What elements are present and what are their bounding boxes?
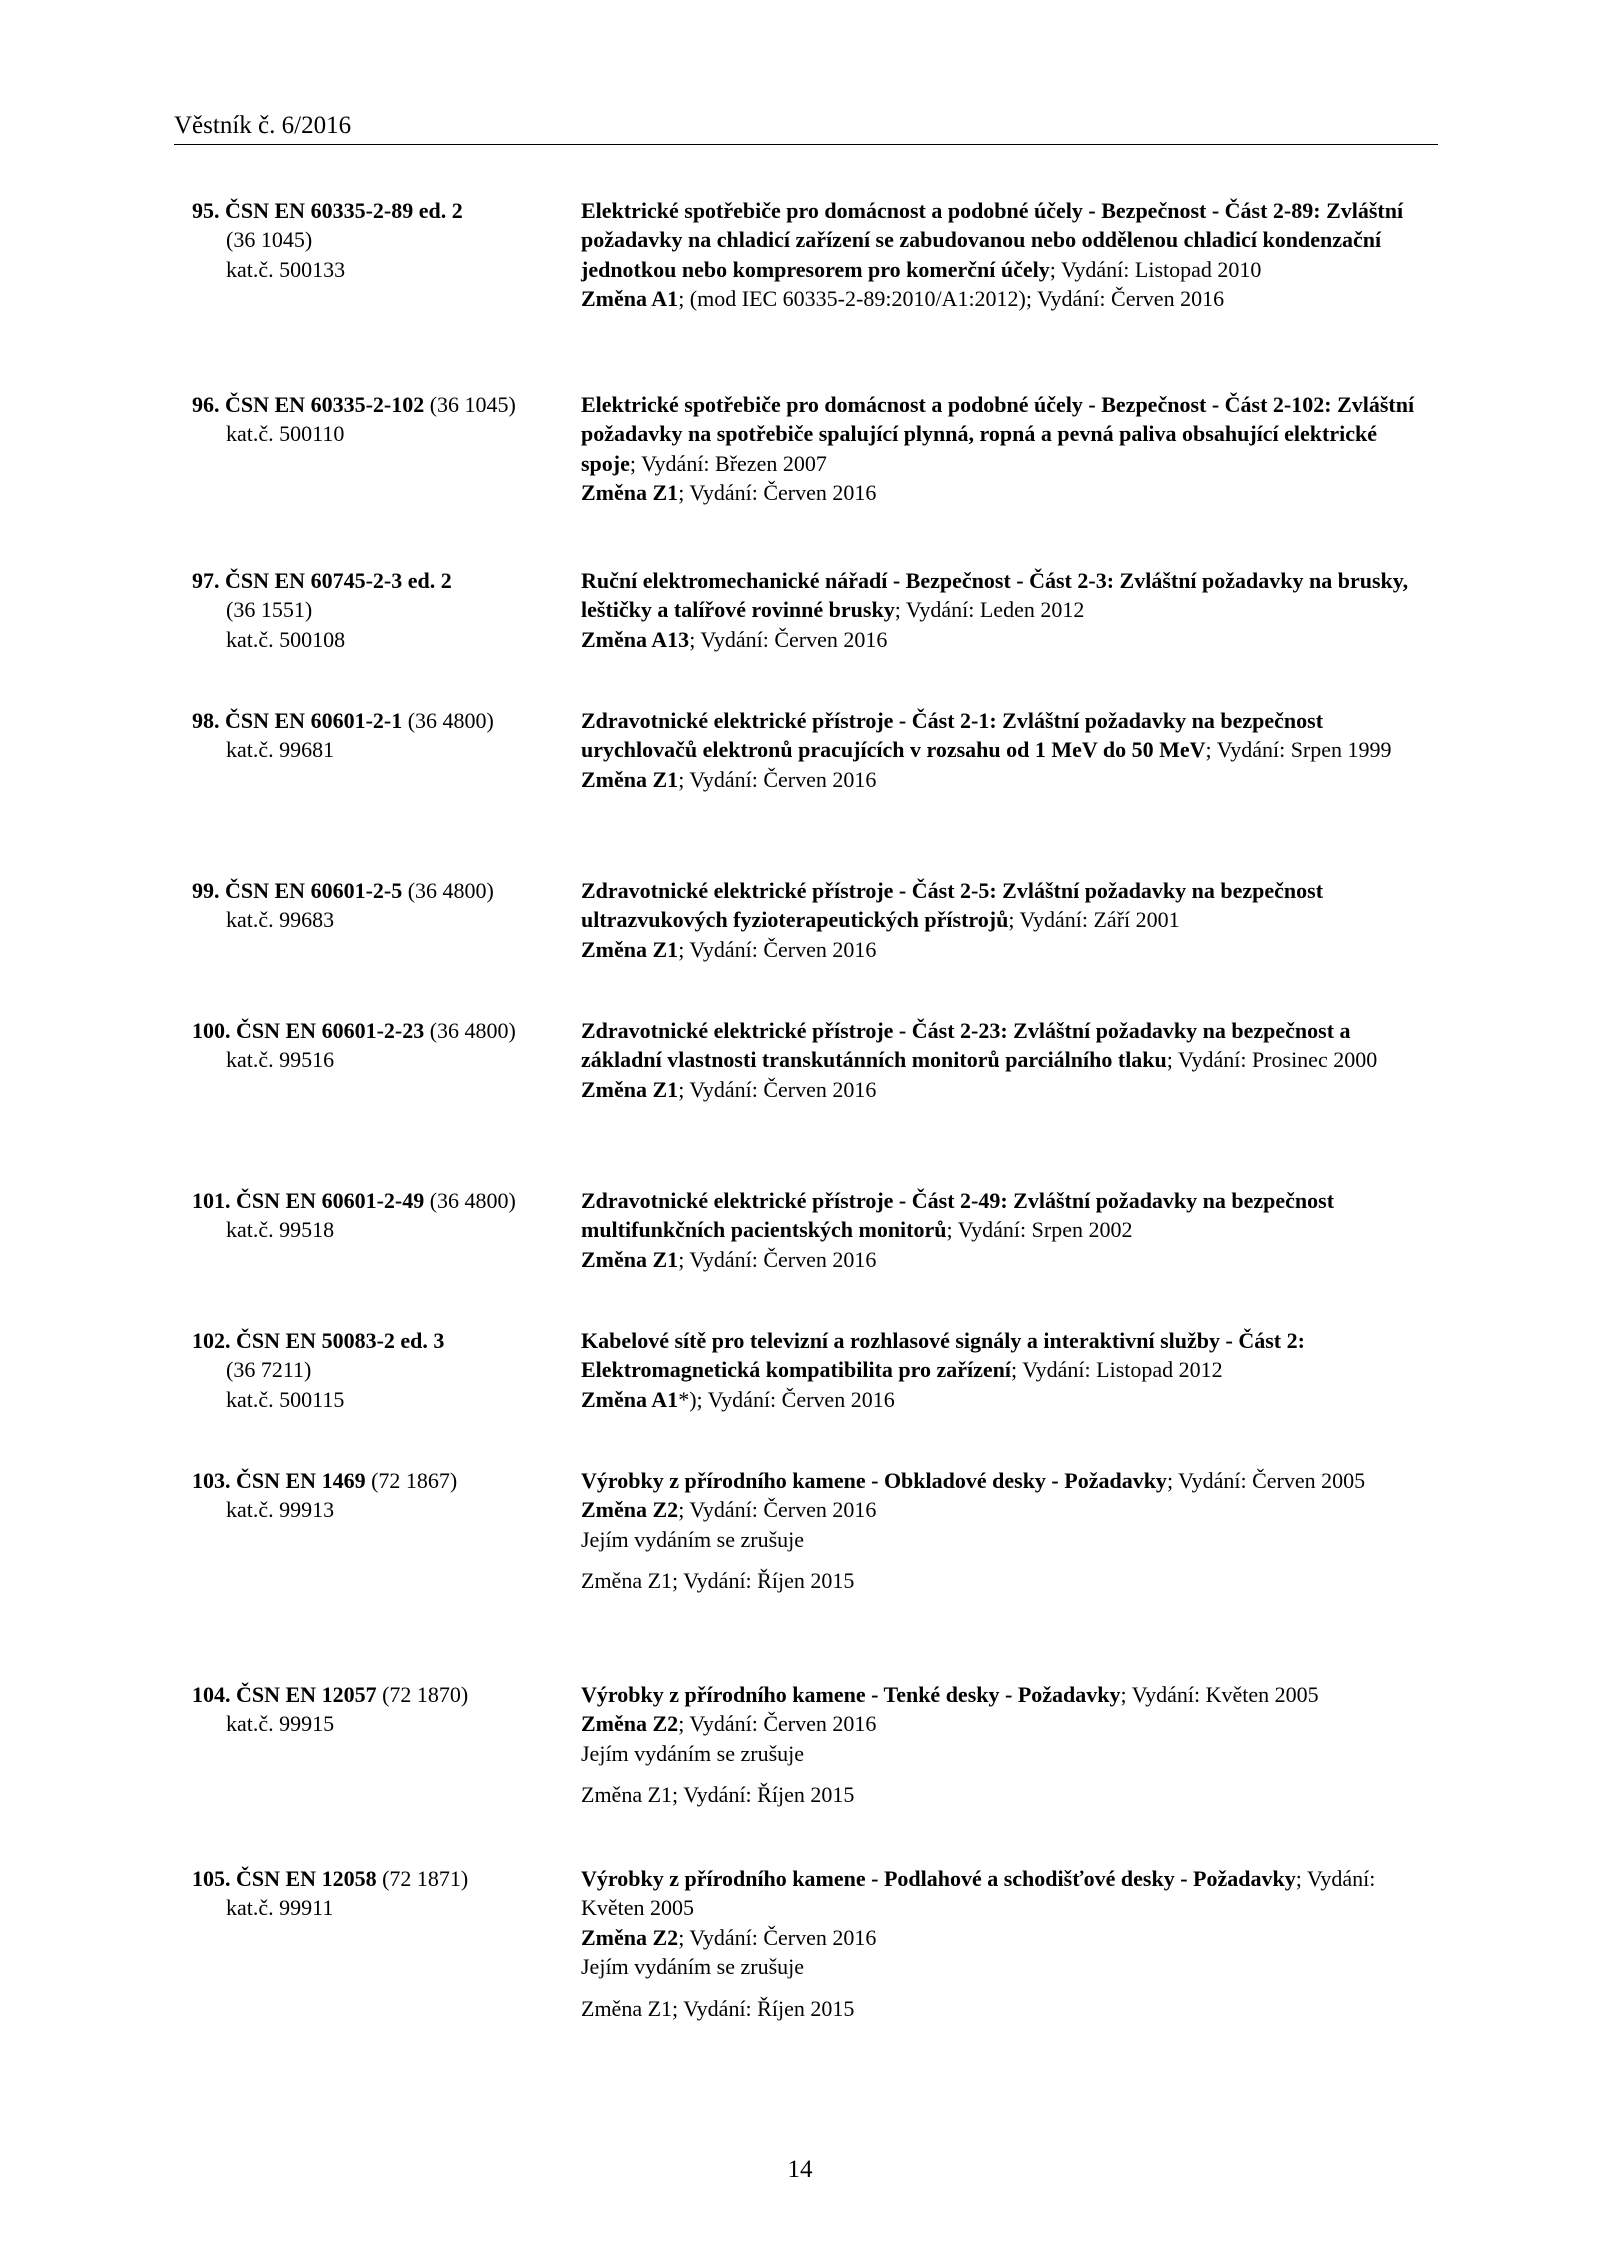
standard-code: ČSN EN 60601-2-1 [225,708,403,733]
standard-description [581,1326,1421,1414]
entry-number: 102. [192,1328,231,1353]
cancellation-note: Jejím vydáním se zrušuje [581,1526,805,1552]
standard-title: Zdravotnické elektrické přístroje - Část 2-1: Zvláštní požadavky na bezpečnost urychlovačů elektronů pracujících v rozsahu od 1 MeV do 50 MeV [581,708,1324,763]
standard-description [581,196,1421,314]
change-info: ; Vydání: Červen 2016 [678,480,877,506]
standard-description [581,876,1421,964]
standard-title: Výrobky z přírodního kamene - Tenké desky - Požadavky [581,1682,1121,1707]
issue-date: ; Vydání: Listopad 2012 [1011,1357,1223,1383]
change-info: ; Vydání: Červen 2016 [678,766,877,792]
standard-code: ČSN EN 60601-2-5 [225,878,403,903]
standard-code: ČSN EN 12057 [236,1682,377,1707]
change-label: Změna Z1 [581,936,679,962]
change-info: ; Vydání: Červen 2016 [678,1924,877,1950]
classification-number: (36 4800) [424,1018,516,1043]
issue-date: ; Vydání: Březen 2007 [629,450,827,476]
standard-code: ČSN EN 12058 [236,1866,377,1891]
standard-reference [192,196,572,284]
change-info: ; Vydání: Červen 2016 [678,1246,877,1272]
standard-reference [192,390,572,449]
entry-number: 103. [192,1468,231,1493]
change-info: *); Vydání: Červen 2016 [678,1386,895,1412]
change-label: Změna Z1 [581,766,679,792]
standard-reference [192,1186,572,1245]
standard-title: Výrobky z přírodního kamene - Obkladové desky - Požadavky [581,1468,1167,1493]
entry-number: 97. [192,568,220,593]
issue-date: ; Vydání: Leden 2012 [894,597,1085,623]
entry-number: 101. [192,1188,231,1213]
catalog-number: kat.č. 500115 [226,1386,345,1412]
catalog-number: kat.č. 99915 [226,1711,335,1737]
standard-title: Elektrické spotřebiče pro domácnost a podobné účely - Bezpečnost - Část 2-89: Zvláštní požadavky na chladicí zařízení se zabudovanou nebo oddělenou chladicí kondenzační jednotkou nebo kompresorem pro komerční účely [581,198,1404,282]
catalog-number: kat.č. 99913 [226,1497,335,1523]
issue-date: ; Vydání: Srpen 2002 [946,1217,1133,1243]
cancelled-change: Změna Z1; Vydání: Říjen 2015 [581,1782,855,1808]
classification-number: (36 4800) [424,1188,516,1213]
standard-code: ČSN EN 60335-2-89 ed. 2 [225,198,463,223]
classification-number: (36 4800) [402,878,494,903]
issue-date: ; Vydání: Srpen 1999 [1205,737,1392,763]
standard-code: ČSN EN 60745-2-3 ed. 2 [225,568,452,593]
catalog-number: kat.č. 99681 [226,737,335,763]
bulletin-title: Věstník č. 6/2016 [174,112,352,139]
issue-date: ; Vydání: Září 2001 [1008,907,1180,933]
standard-reference [192,706,572,765]
standard-reference [192,1326,572,1414]
change-label: Změna Z2 [581,1924,679,1950]
change-label: Změna Z1 [581,1076,679,1102]
standard-title: Výrobky z přírodního kamene - Podlahové a schodišťové desky - Požadavky [581,1866,1296,1891]
change-label: Změna Z2 [581,1711,679,1737]
entry-number: 96. [192,392,220,417]
entry-number: 100. [192,1018,231,1043]
standard-title: Zdravotnické elektrické přístroje - Část 2-5: Zvláštní požadavky na bezpečnost ultrazvukových fyzioterapeutických přístrojů [581,878,1324,933]
change-label: Změna A1 [581,1386,679,1412]
cancellation-note: Jejím vydáním se zrušuje [581,1954,805,1980]
standard-description [581,390,1421,508]
entry-number: 98. [192,708,220,733]
catalog-number: kat.č. 99911 [226,1895,334,1921]
page-footer [0,2156,1600,2184]
standard-description [581,1016,1421,1104]
standard-title: Zdravotnické elektrické přístroje - Část 2-23: Zvláštní požadavky na bezpečnost a základní vlastnosti transkutánních monitorů parciálního tlaku [581,1018,1351,1073]
standard-title: Kabelové sítě pro televizní a rozhlasové signály a interaktivní služby - Část 2: Elektromagnetická kompatibilita pro zařízení [581,1328,1305,1383]
change-info: ; Vydání: Červen 2016 [678,1711,877,1737]
classification-number: (36 1551) [226,597,313,623]
catalog-number: kat.č. 99683 [226,907,335,933]
issue-date: ; Vydání: Květen 2005 [1120,1682,1319,1707]
entry-number: 99. [192,878,220,903]
cancelled-change: Změna Z1; Vydání: Říjen 2015 [581,1568,855,1594]
entry-number: 95. [192,198,220,223]
standard-description [581,1466,1421,1596]
standard-reference [192,566,572,654]
standard-reference [192,1466,572,1525]
cancelled-change: Změna Z1; Vydání: Říjen 2015 [581,1995,855,2021]
entry-number: 105. [192,1866,231,1891]
change-label: Změna Z1 [581,1246,679,1272]
standard-code: ČSN EN 60601-2-23 [236,1018,425,1043]
catalog-number: kat.č. 99518 [226,1217,335,1243]
change-info: ; Vydání: Červen 2016 [678,1076,877,1102]
change-info: ; Vydání: Červen 2016 [678,1497,877,1523]
cancellation-note: Jejím vydáním se zrušuje [581,1740,805,1766]
standard-reference [192,1680,572,1739]
standard-description [581,1680,1421,1810]
catalog-number: kat.č. 99516 [226,1047,335,1073]
change-info: ; (mod IEC 60335-2-89:2010/A1:2012); Vydání: Červen 2016 [678,286,1225,312]
standard-code: ČSN EN 50083-2 ed. 3 [236,1328,445,1353]
classification-number: (72 1867) [365,1468,458,1493]
change-label: Změna A13 [581,626,690,652]
issue-date: ; Vydání: Listopad 2010 [1049,256,1262,282]
issue-date: ; Vydání: Květen 2005 [581,1866,1376,1921]
catalog-number: kat.č. 500108 [226,626,346,652]
standard-title: Zdravotnické elektrické přístroje - Část 2-49: Zvláštní požadavky na bezpečnost multifunkčních pacientských monitorů [581,1188,1335,1243]
classification-number: (36 7211) [226,1357,312,1383]
standard-reference [192,1016,572,1075]
issue-date: ; Vydání: Prosinec 2000 [1166,1047,1378,1073]
catalog-number: kat.č. 500133 [226,256,346,282]
change-label: Změna A1 [581,286,679,312]
classification-number: (36 1045) [424,392,516,417]
classification-number: (36 1045) [226,227,313,253]
standard-title: Ruční elektromechanické nářadí - Bezpečnost - Část 2-3: Zvláštní požadavky na brusky, leštičky a talířové rovinné brusky [581,568,1409,623]
change-info: ; Vydání: Červen 2016 [689,626,888,652]
classification-number: (72 1870) [376,1682,469,1707]
standard-code: ČSN EN 1469 [236,1468,366,1493]
page-number: 14 [787,2156,813,2183]
page-header [174,110,1438,145]
standard-reference [192,876,572,935]
standard-title: Elektrické spotřebiče pro domácnost a podobné účely - Bezpečnost - Část 2-102: Zvláštní požadavky na spotřebiče spalující plynná, ropná a pevná paliva obsahující elektrické spoje [581,392,1415,476]
issue-date: ; Vydání: Červen 2005 [1166,1468,1366,1493]
change-info: ; Vydání: Červen 2016 [678,936,877,962]
standard-code: ČSN EN 60601-2-49 [236,1188,425,1213]
change-label: Změna Z1 [581,480,679,506]
standard-code: ČSN EN 60335-2-102 [225,392,425,417]
standard-description [581,566,1421,654]
standard-reference [192,1864,572,1923]
change-label: Změna Z2 [581,1497,679,1523]
classification-number: (36 4800) [402,708,494,733]
standard-description [581,1864,1421,2023]
catalog-number: kat.č. 500110 [226,421,345,447]
standard-description [581,1186,1421,1274]
classification-number: (72 1871) [376,1866,469,1891]
entry-number: 104. [192,1682,231,1707]
standard-description [581,706,1421,794]
